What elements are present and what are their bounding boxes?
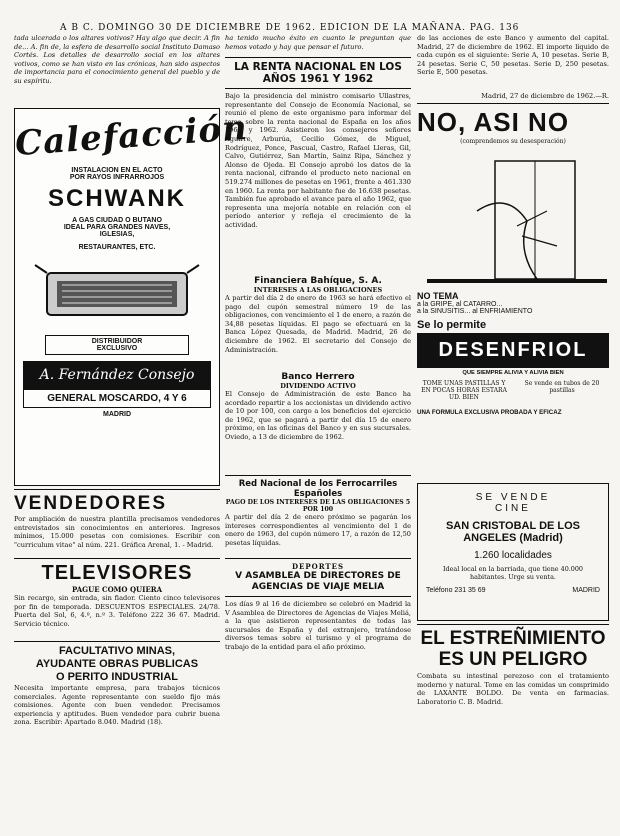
article-title: Red Nacional de los Ferrocarriles Españoles [238, 479, 398, 499]
desenfriol-ad [417, 107, 609, 477]
facultativo-title: FACULTATIVO MINAS, AYUDANTE OBRAS PUBLICAS O PERITO INDUSTRIAL [35, 645, 199, 683]
ad-line: IDEAL PARA GRANDES NAVES, [63, 224, 171, 231]
ad-line: a la SINUSITIS... al ENFRIAMIENTO [417, 308, 533, 315]
ad-dealer: A. Fernández Consejo [23, 361, 211, 389]
ad-line: RESTAURANTES, ETC. [78, 244, 156, 251]
ad-phone: Teléfono 231 35 69 [426, 587, 486, 594]
ad-tagline: QUE SIEMPRE ALIVIA Y ALIVIA BIEN [462, 370, 564, 376]
ad-line: a la GRIPE, al CATARRO... [417, 301, 503, 308]
column-left [13, 34, 250, 736]
ad-line: CINE [495, 503, 531, 514]
televisores-subtitle: PAGUE COMO QUIERA [71, 585, 163, 594]
article-body: El Consejo de Administración de este Banco ha acordado repartir a los accionistas un dividendo activo de 10 por 100, con cargo a los beneficios del ejercicio de 1962, que se pagará a partir del día 15 de enero próximo, en las oficinas del Banco y en sus sucursales. Oviedo, a 13 de diciembre de 1962. [225, 390, 411, 441]
vendedores-body: Por ampliación de nuestra plantilla precisamos vendedores entrevistados sin conocimientos en anteriores. Ingresos mínimos, 15.000 pesetas con comisiones. Escribir con "curriculum vitae" al núm. 221. Gráfica Arenal, 1. - Madrid. [14, 515, 220, 549]
article-fragment: ha tenido mucho éxito en cuanto le preguntan que hemos votado y hay que pensar el futuro. [225, 34, 411, 51]
ad-formula: UNA FORMULA EXCLUSIVA PROBADA Y EFICAZ [417, 409, 562, 416]
article-title: Financiera Bahíque, S. A. [254, 276, 382, 286]
ad-address: GENERAL MOSCARDO, 4 Y 6 [23, 389, 211, 408]
ad-line: DISTRIBUIDOR [91, 338, 143, 345]
page-header: A B C. DOMINGO 30 DE DICIEMBRE DE 1962. EDICION DE LA MAÑANA. PAG. 136 [60, 23, 520, 33]
ad-line: POR RAYOS INFRARROJOS [69, 174, 165, 181]
article-body: Bajo la presidencia del ministro comisario Ullastres, representante del Consejo de Economía Nacional, se reunió el pleno de este organismo para informar del tema sobre la renta nacional de España en los años 1961 y 1962. Asistieron los consejeros señores Aguirre, Arburúa, Cecilio Gómez, de Miguel, Rodríguez, Ponce, Pascual, Castro, Rafael Lleras, Gil, Calvo, Gutiérrez, San Martín, Sainz Ripa, Sánchez y Alonso de Ojeda. El Consejo aprobó los datos de la renta nacional, cifrando el producto neto nacional en 519.274 millones de pesetas en 1961, frente a 461.330 en 1960. La renta por habitante fue de 16.638 pesetas. También fue aprobado el avance para el año 1962, que representa una mejoría notable en relación con el período anterior y refleja el crecimiento de la actividad. [225, 92, 411, 229]
article-subtitle: DIVIDENDO ACTIVO [280, 382, 356, 390]
ad-brand: Calefacción [13, 107, 250, 165]
ad-line: NO TEMA [417, 291, 459, 301]
ad-line: ANGELES (Madrid) [463, 532, 563, 544]
ad-brand: DESENFRIOL [417, 333, 609, 368]
article-fragment: tada ulcerada o los altares votivos? Hay algo que decir. A fin de... A. fin de, la esfera de desarrollo social Instituto Damaso Cortés. Los detalles de desarrollo social en los altares votivos, como se han visto en las crónicas, han sido aspectos de importancia para el conocimiento general del pueblo y de su espíritu. [14, 34, 220, 85]
article-body: Los días 9 al 16 de diciembre se celebró en Madrid la V Asamblea de Directores de Agencias de Viajes Meliá, a la que asistieron representantes de todas las sucursales de España y del extranjero, tratándose diversos temas sobre el turismo y el programa de trabajo de la entidad para el año próximo. [225, 600, 411, 651]
ad-note: Se vende en tubos de 20 pastillas [524, 380, 600, 394]
article-body: A partir del día 2 de enero próximo se pagarán los intereses correspondientes al vencimiento del 1 de enero de 1963, del cupón número 17, a razón de 12,50 pesetas líquidas. [225, 513, 411, 547]
ad-line: SE VENDE [475, 492, 551, 503]
ad-product-name: SCHWANK [48, 185, 186, 212]
ad-line: EXCLUSIVO [96, 345, 138, 352]
article-title: LA RENTA NACIONAL EN LOS AÑOS 1961 Y 1962 [234, 61, 402, 85]
article-title: Banco Herrero [281, 372, 355, 382]
ad-city: MADRID [103, 411, 131, 418]
ad-line: SAN CRISTOBAL DE LOS [445, 520, 581, 532]
ad-line: IGLESIAS, [99, 231, 135, 238]
ad-city: MADRID [572, 587, 600, 594]
article-title: V ASAMBLEA DE DIRECTORES DE AGENCIAS DE VIAJE MELIA [235, 571, 401, 592]
televisores-body: Sin recargo, sin entrada, sin fiador. Ciento cinco televisores por fin de temporada. DESCUENTOS ESPECIALES. 24/78. Puerta del Sol, 6, 4.º, n.º 3. Teléfono 222 36 67. Madrid. Servicio técnico. [14, 594, 220, 628]
vendedores-title: VENDEDORES [14, 493, 168, 514]
ad-line: Se lo permite [417, 319, 487, 331]
column-right [417, 34, 609, 734]
ad-note: TOME UNAS PASTILLAS Y EN POCAS HORAS ESTARA UD. BIEN [421, 380, 507, 401]
heater-illustration [17, 259, 217, 329]
ad-subtitle: (comprendemos su desesperación) [460, 138, 566, 145]
column-middle [225, 34, 411, 676]
televisores-title: TELEVISORES [41, 562, 193, 584]
article-subtitle: PAGO DE LOS INTERESES DE LAS OBLIGACIONES 5 POR 100 [225, 499, 411, 513]
ad-line: 1.260 localidades [474, 550, 552, 561]
article-kicker: DEPORTES [291, 562, 345, 571]
ad-line: A GAS CIUDAD O BUTANO [72, 217, 162, 224]
article-subtitle: INTERESES A LAS OBLIGACIONES [253, 286, 383, 294]
ad-headline: NO, ASI NO [417, 107, 570, 137]
calefaccion-ad [13, 107, 250, 486]
article-signature: Madrid, 27 de diciembre de 1962.—R. [481, 92, 609, 100]
ad-illustration [417, 151, 609, 291]
article-fragment: de las acciones de este Banco y aumento del capital. Madrid, 27 de diciembre de 1962. El importe líquido de cada cupón es el siguiente: Serie A, 10 pesetas. Serie B, 24 pesetas. Serie C, 50 pesetas. Serie D, 250 pesetas. Serie E, 500 pesetas. [417, 34, 609, 77]
cine-ad [417, 483, 609, 621]
facultativo-body: Necesita importante empresa, para trabajos técnicos comerciales. Agente representante con sueldo fijo más comisiones. Agente con buen vendedor. Precisamos experiencia y aptitudes. Buen vendedor para cubrir buena zona. Escribir: Apartado 8.040. Madrid (18). [14, 684, 220, 727]
article-body: A partir del día 2 de enero de 1963 se hará efectivo el pago del cupón semestral número 19 de las obligaciones, con vencimiento el 1 de enero, a razón de 34,88 pesetas líquidas. El pago se efectuará en la Banca López Quesada, de Madrid. Madrid, 26 de diciembre de 1962. El secretario del Consejo de Administración. [225, 294, 411, 354]
estrenimiento-title: EL ESTREÑIMIENTO ES UN PELIGRO [420, 628, 606, 670]
ad-line: INSTALACION EN EL ACTO [71, 167, 163, 174]
estrenimiento-body: Combata su intestinal perezoso con el tratamiento moderno y natural. Tome en las comidas un comprimido de LAXANTE BOLDO. De venta en farmacias. Laboratorio C. B. Madrid. [417, 672, 609, 706]
ad-line: Ideal local en la barriada, que tiene 40.000 habitantes. Urge su venta. [443, 565, 583, 581]
